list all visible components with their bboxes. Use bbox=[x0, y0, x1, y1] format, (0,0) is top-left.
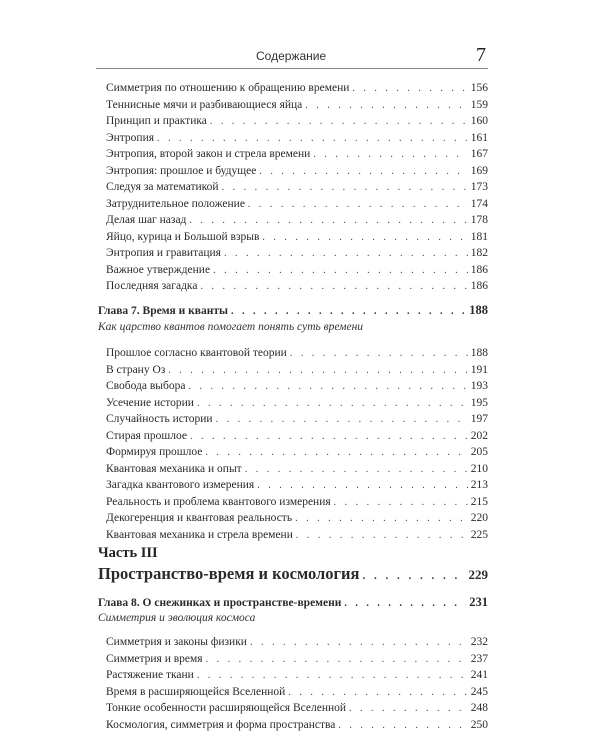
entry-page: 215 bbox=[470, 495, 488, 508]
entry-title: Делая шаг назад bbox=[106, 214, 187, 226]
entry-title: Энтропия и гравитация bbox=[106, 247, 221, 259]
entry-title: В страну Оз bbox=[106, 363, 166, 376]
entry-page: 186 bbox=[470, 280, 488, 292]
entry-title: Стирая прошлое bbox=[106, 429, 187, 442]
dot-leader bbox=[205, 445, 467, 461]
entry-page: 195 bbox=[470, 396, 488, 409]
entry-page: 182 bbox=[470, 247, 488, 259]
entry-title: Тонкие особенности расширяющейся Вселенной bbox=[106, 702, 347, 714]
toc-entry[interactable] bbox=[106, 146, 488, 162]
entry-title: Симметрия и время bbox=[106, 652, 203, 665]
dot-leader bbox=[344, 596, 466, 612]
dot-leader bbox=[206, 652, 468, 668]
entry-title: Квантовая механика и опыт bbox=[106, 462, 242, 475]
header-rule bbox=[96, 68, 488, 69]
entry-title: Принцип и практика bbox=[106, 115, 207, 127]
entry-title: Следуя за математикой bbox=[106, 181, 219, 193]
entry-page: 248 bbox=[470, 702, 488, 714]
dot-leader bbox=[290, 346, 468, 362]
entry-page: 237 bbox=[470, 652, 488, 665]
entry-title: Затруднительное положение bbox=[106, 197, 245, 210]
toc-entry[interactable] bbox=[106, 97, 488, 113]
entry-title: Загадка квантового измерения bbox=[106, 479, 255, 491]
header-title: Содержание bbox=[256, 49, 327, 63]
toc-entry[interactable] bbox=[106, 212, 488, 228]
chapter-title: Глава 7. Время и кванты bbox=[98, 305, 228, 317]
part-label: Часть III bbox=[98, 545, 158, 561]
entry-title: Реальность и проблема квантового измерения bbox=[106, 495, 331, 508]
dot-leader bbox=[197, 668, 468, 684]
toc-entry[interactable] bbox=[106, 345, 488, 361]
toc-entry[interactable] bbox=[106, 229, 488, 245]
toc-entry[interactable] bbox=[106, 278, 488, 294]
toc-entry[interactable] bbox=[106, 494, 488, 510]
toc-entry[interactable] bbox=[106, 378, 488, 394]
entry-page: 167 bbox=[470, 148, 488, 160]
dot-leader bbox=[168, 363, 467, 379]
entry-page: 161 bbox=[470, 131, 488, 144]
toc-entry[interactable] bbox=[106, 196, 488, 212]
toc-entry[interactable] bbox=[106, 80, 488, 96]
toc-entry[interactable] bbox=[106, 163, 488, 179]
dot-leader bbox=[296, 528, 468, 544]
toc-entry[interactable] bbox=[106, 395, 488, 411]
dot-leader bbox=[213, 263, 468, 279]
dot-leader bbox=[224, 246, 468, 262]
toc-entry[interactable] bbox=[106, 411, 488, 427]
dot-leader bbox=[338, 718, 467, 734]
dot-leader bbox=[231, 304, 466, 320]
dot-leader bbox=[349, 701, 468, 717]
entry-title: Свобода выбора bbox=[106, 380, 186, 392]
entry-page: 173 bbox=[470, 181, 488, 193]
toc-entry[interactable] bbox=[106, 510, 488, 526]
entry-title: Последняя загадка bbox=[106, 280, 198, 292]
toc-entry[interactable] bbox=[106, 262, 488, 278]
entry-title: Время в расширяющейся Вселенной bbox=[106, 685, 286, 698]
dot-leader bbox=[334, 495, 468, 511]
entry-page: 159 bbox=[470, 98, 488, 111]
entry-title: Энтропия: прошлое и будущее bbox=[106, 164, 257, 177]
toc-entry[interactable] bbox=[106, 428, 488, 444]
dot-leader bbox=[188, 379, 467, 395]
dot-leader bbox=[189, 213, 467, 229]
toc-entry[interactable] bbox=[106, 245, 488, 261]
entry-page: 245 bbox=[470, 685, 488, 698]
toc-entry[interactable] bbox=[106, 444, 488, 460]
entry-page: 188 bbox=[470, 347, 488, 359]
toc-entry[interactable] bbox=[106, 684, 488, 700]
entry-title: Яйцо, курица и Большой взрыв bbox=[106, 230, 260, 243]
toc-entry[interactable] bbox=[106, 700, 488, 716]
entry-title: Формируя прошлое bbox=[106, 446, 203, 458]
toc-entry[interactable] bbox=[106, 634, 488, 650]
toc-entry[interactable] bbox=[106, 477, 488, 493]
dot-leader bbox=[295, 511, 468, 527]
part-title: Пространство-время и космология bbox=[98, 564, 360, 583]
dot-leader bbox=[245, 462, 468, 478]
dot-leader bbox=[200, 279, 467, 295]
chapter-page: 231 bbox=[469, 595, 488, 609]
entry-title: Случайность истории bbox=[106, 413, 213, 425]
chapter-7-subtitle: Как царство квантов помогает понять суть времени bbox=[98, 321, 364, 333]
chapter-8-subtitle: Симметрия и эволюция космоса bbox=[98, 612, 256, 624]
toc-entry[interactable] bbox=[106, 461, 488, 477]
entry-page: 202 bbox=[470, 429, 488, 442]
dot-leader bbox=[262, 230, 467, 246]
entry-page: 220 bbox=[470, 512, 488, 524]
entry-title: Симметрия и законы физики bbox=[106, 636, 247, 648]
toc-entry[interactable] bbox=[106, 667, 488, 683]
chapter-page: 188 bbox=[469, 303, 488, 317]
entry-page: 186 bbox=[470, 263, 488, 276]
dot-leader bbox=[216, 412, 468, 428]
toc-entry[interactable] bbox=[106, 179, 488, 195]
entry-page: 241 bbox=[470, 669, 488, 681]
toc-entry[interactable] bbox=[106, 362, 488, 378]
chapter-7-entry[interactable] bbox=[98, 302, 488, 318]
header-page-number: 7 bbox=[476, 44, 486, 66]
dot-leader bbox=[210, 114, 468, 130]
entry-page: 174 bbox=[470, 197, 488, 210]
entry-page: 213 bbox=[470, 479, 488, 491]
dot-leader bbox=[362, 565, 465, 587]
entry-page: 225 bbox=[470, 528, 488, 541]
part-page: 229 bbox=[468, 567, 488, 582]
entry-title: Прошлое согласно квантовой теории bbox=[106, 347, 287, 359]
dot-leader bbox=[157, 131, 468, 147]
entry-title: Энтропия bbox=[106, 131, 155, 144]
entry-title: Декогеренция и квантовая реальность bbox=[106, 512, 293, 524]
dot-leader bbox=[190, 429, 468, 445]
entry-page: 193 bbox=[470, 380, 488, 392]
part-3-entry[interactable] bbox=[98, 563, 488, 585]
chapter-8-entry[interactable] bbox=[98, 594, 488, 610]
dot-leader bbox=[288, 685, 467, 701]
chapter-title: Глава 8. О снежинках и пространстве-времени bbox=[98, 597, 342, 609]
entry-page: 169 bbox=[470, 164, 488, 177]
entry-title: Важное утверждение bbox=[106, 263, 211, 276]
dot-leader bbox=[222, 180, 468, 196]
dot-leader bbox=[259, 164, 467, 180]
entry-page: 250 bbox=[470, 718, 488, 731]
toc-entry[interactable] bbox=[106, 717, 488, 733]
entry-page: 205 bbox=[470, 446, 488, 458]
dot-leader bbox=[305, 98, 467, 114]
entry-page: 210 bbox=[470, 462, 488, 475]
dot-leader bbox=[248, 197, 468, 213]
toc-entry[interactable] bbox=[106, 130, 488, 146]
entry-page: 197 bbox=[470, 413, 488, 425]
toc-entry[interactable] bbox=[106, 527, 488, 543]
dot-leader bbox=[257, 478, 468, 494]
entry-page: 232 bbox=[470, 636, 488, 648]
dot-leader bbox=[250, 635, 468, 651]
entry-title: Симметрия по отношению к обращению времени bbox=[106, 82, 350, 94]
entry-title: Энтропия, второй закон и стрела времени bbox=[106, 148, 311, 160]
entry-page: 191 bbox=[470, 363, 488, 376]
running-header bbox=[96, 44, 488, 66]
dot-leader bbox=[197, 396, 468, 412]
toc-entry[interactable] bbox=[106, 651, 488, 667]
dot-leader bbox=[352, 81, 467, 97]
entry-page: 160 bbox=[470, 115, 488, 127]
entry-title: Усечение истории bbox=[106, 396, 194, 409]
entry-page: 156 bbox=[470, 82, 488, 94]
entry-page: 178 bbox=[470, 214, 488, 226]
entry-page: 181 bbox=[470, 230, 488, 243]
dot-leader bbox=[313, 147, 467, 163]
entry-title: Растяжение ткани bbox=[106, 669, 194, 681]
entry-title: Теннисные мячи и разбивающиеся яйца bbox=[106, 98, 303, 111]
entry-title: Квантовая механика и стрела времени bbox=[106, 528, 293, 541]
toc-entry[interactable] bbox=[106, 113, 488, 129]
entry-title: Космология, симметрия и форма пространства bbox=[106, 718, 336, 731]
